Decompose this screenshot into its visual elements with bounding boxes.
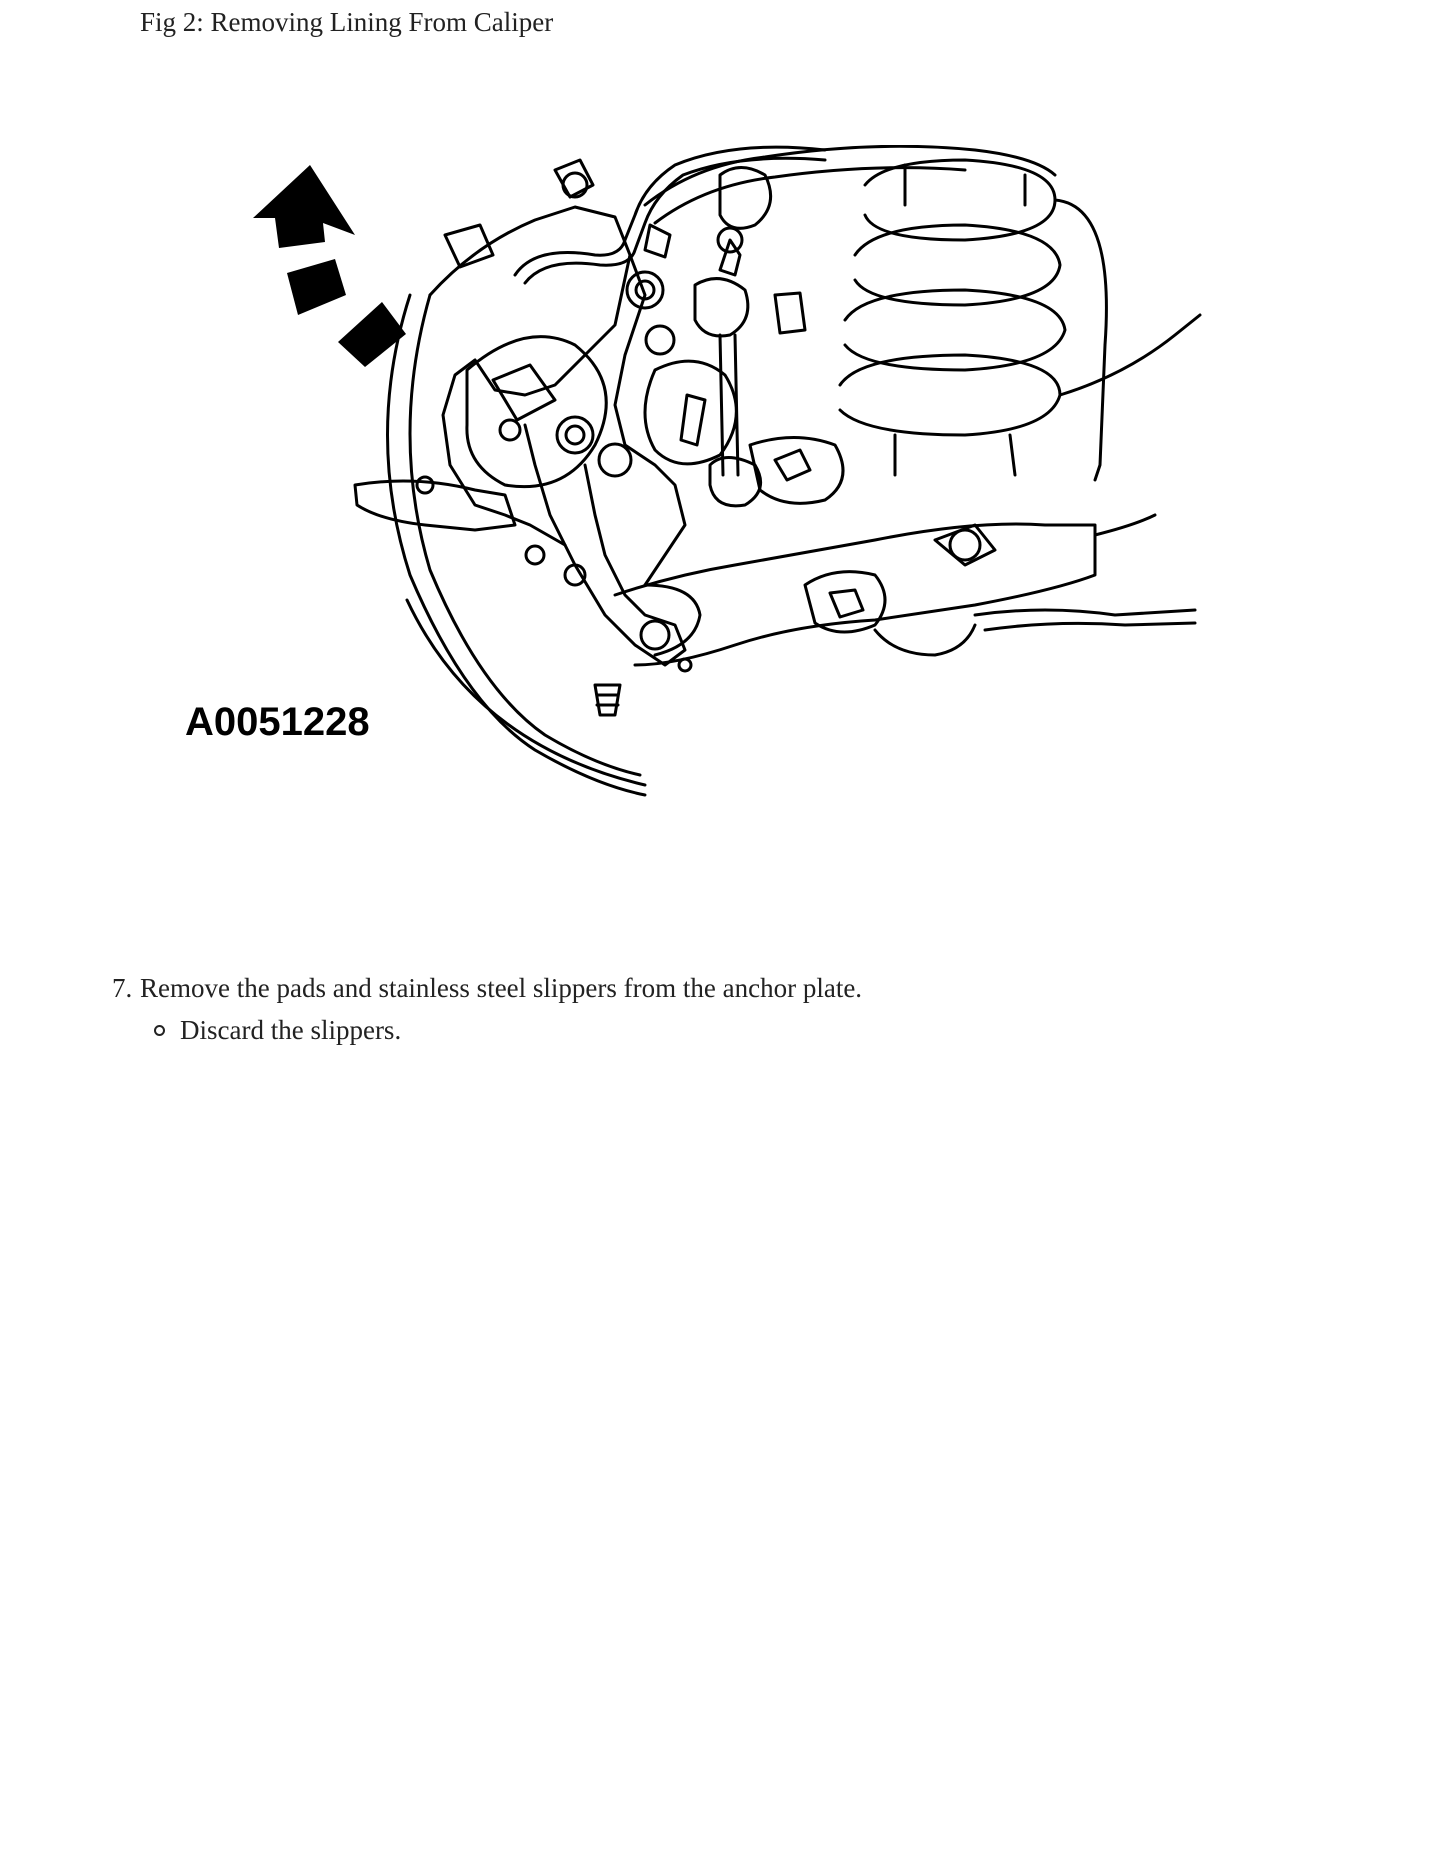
figure-caption: Fig 2: Removing Lining From Caliper — [140, 7, 554, 37]
coil-spring-shape — [840, 160, 1200, 480]
substep-list — [140, 1012, 1445, 1048]
procedure-steps — [0, 970, 1445, 1048]
step-text: Remove the pads and stainless steel slippers from the anchor plate. — [140, 973, 863, 1003]
sway-link-shape — [710, 335, 843, 506]
circle-bullet-icon — [154, 1025, 165, 1036]
lower-arm-shape — [615, 515, 1195, 665]
substep-item — [180, 1012, 1445, 1048]
substep-text: Discard the slippers. — [180, 1015, 402, 1045]
upper-arm-shape — [645, 146, 1055, 336]
arrow-icon — [253, 165, 406, 367]
figure-code: A0051228 — [185, 700, 370, 744]
procedure-step — [0, 970, 1445, 1048]
step-number: 7. — [112, 973, 133, 1003]
caliper-shape — [355, 207, 630, 564]
brake-line-shape — [445, 147, 825, 283]
knuckle-shape — [525, 255, 736, 715]
figure-illustration — [175, 145, 1325, 875]
